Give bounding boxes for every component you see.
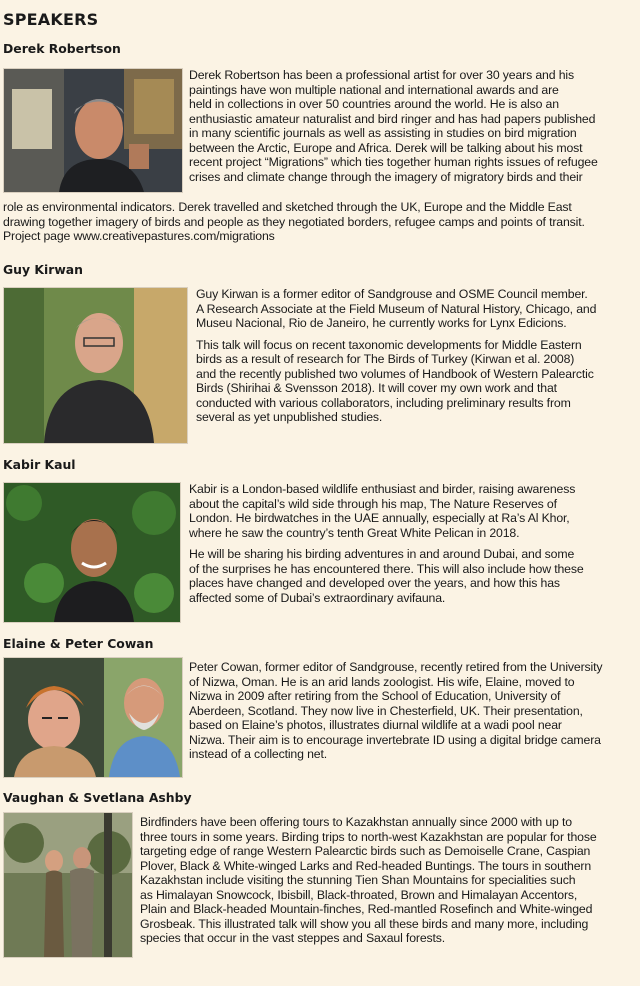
speaker-photo-vaughan-svetlana-ashby [3, 812, 133, 958]
page-title: SPEAKERS [3, 10, 99, 29]
speaker-photo-derek-robertson [3, 68, 183, 193]
speaker-name-derek-robertson: Derek Robertson [3, 41, 121, 56]
speaker-bio-elaine-peter-cowan: Peter Cowan, former editor of Sandgrouse, recently retired from the University of Nizwa, Oman. He is an arid lands zoologist. His wife, Elaine, moved to Nizwa in 2009 after retiring from the School of Education, University of Aberdeen, Scotland. They now live in Chesterfield, UK. Their presentation, based on Elaine’s photos, illustrates diurnal wildlife at a wadi pool near Nizwa. Their aim is to encourage invertebrate ID using a digital bridge camera instead of a collecting net. [189, 660, 603, 762]
speaker-bio-guy-kirwan: Guy Kirwan is a former editor of Sandgrouse and OSME Council member. A Research Associate at the Field Museum of Natural History, Chicago, and Museu Nacional, Rio de Janeiro, he currently works for Lynx Edicions. This talk will focus on recent taxonomic developments for Middle Eastern birds as a result of research for The Birds of Turkey (Kirwan et al. 2008) and the recently published two volumes of Handbook of Western Palearctic Birds (Shirihai & Svensson 2018). It will cover my own work and that conducted with various collaborators, including preliminary results from several as yet unpublished studies. [196, 287, 597, 425]
speaker-name-kabir-kaul: Kabir Kaul [3, 457, 76, 472]
speaker-bio-derek-robertson-full: role as environmental indicators. Derek travelled and sketched through the UK, Europe and the Middle East drawing together imagery of birds and people as they negotiated borders, refugee camps and points of transit. Project page www.creativepastures.com/migrations [3, 200, 585, 244]
speaker-photo-guy-kirwan [3, 287, 188, 444]
speaker-name-guy-kirwan: Guy Kirwan [3, 262, 83, 277]
speaker-bio-kabir-kaul: Kabir is a London-based wildlife enthusiast and birder, raising awareness about the capital’s wild side through his map, The Nature Reserves of London. He birdwatches in the UAE annually, especially at Ra’s Al Khor, where he saw the country’s tenth Great White Pelican in 2018. He will be sharing his birding adventures in and around Dubai, and some of the surprises he has encountered there. This will also include how these places have changed and developed over the years, and how this has affected some of Dubai’s extraordinary avifauna. [189, 482, 584, 605]
speaker-name-vaughan-svetlana-ashby: Vaughan & Svetlana Ashby [3, 790, 192, 805]
speaker-photo-elaine-peter-cowan [3, 657, 183, 778]
speaker-bio-vaughan-svetlana-ashby: Birdfinders have been offering tours to Kazakhstan annually since 2000 with up to three tours in some years. Birding trips to north-west Kazakhstan are popular for those targeting edge of range Western Palearctic birds such as Demoiselle Crane, Caspian Plover, Black & White-winged Larks and Red-headed Buntings. The tours in southern Kazakhstan include visiting the stunning Tien Shan Mountains for specialities such as Himalayan Snowcock, Ibisbill, Black-throated, Brown and Himalayan Accentors, Plain and Black-headed Mountain-finches, Red-mantled Rosefinch and White-winged Grosbeak. This illustrated talk will show you all these birds and many more, including species that occur in the vast steppes and Saxaul forests. [140, 815, 597, 946]
speaker-bio-derek-robertson-beside: Derek Robertson has been a professional artist for over 30 years and his paintings have won multiple national and international awards and are held in collections in over 50 countries around the world. He is also an enthusiastic amateur naturalist and bird ringer and has had papers published in many scientific journals as well as assisting in studies on bird migration between the Arctic, Europe and Africa. Derek will be talking about his most recent project “Migrations” which ties together human rights issues of refugee crises and climate change through the imagery of migratory birds and their [189, 68, 598, 184]
speaker-photo-kabir-kaul [3, 482, 181, 623]
speaker-name-elaine-peter-cowan: Elaine & Peter Cowan [3, 636, 154, 651]
